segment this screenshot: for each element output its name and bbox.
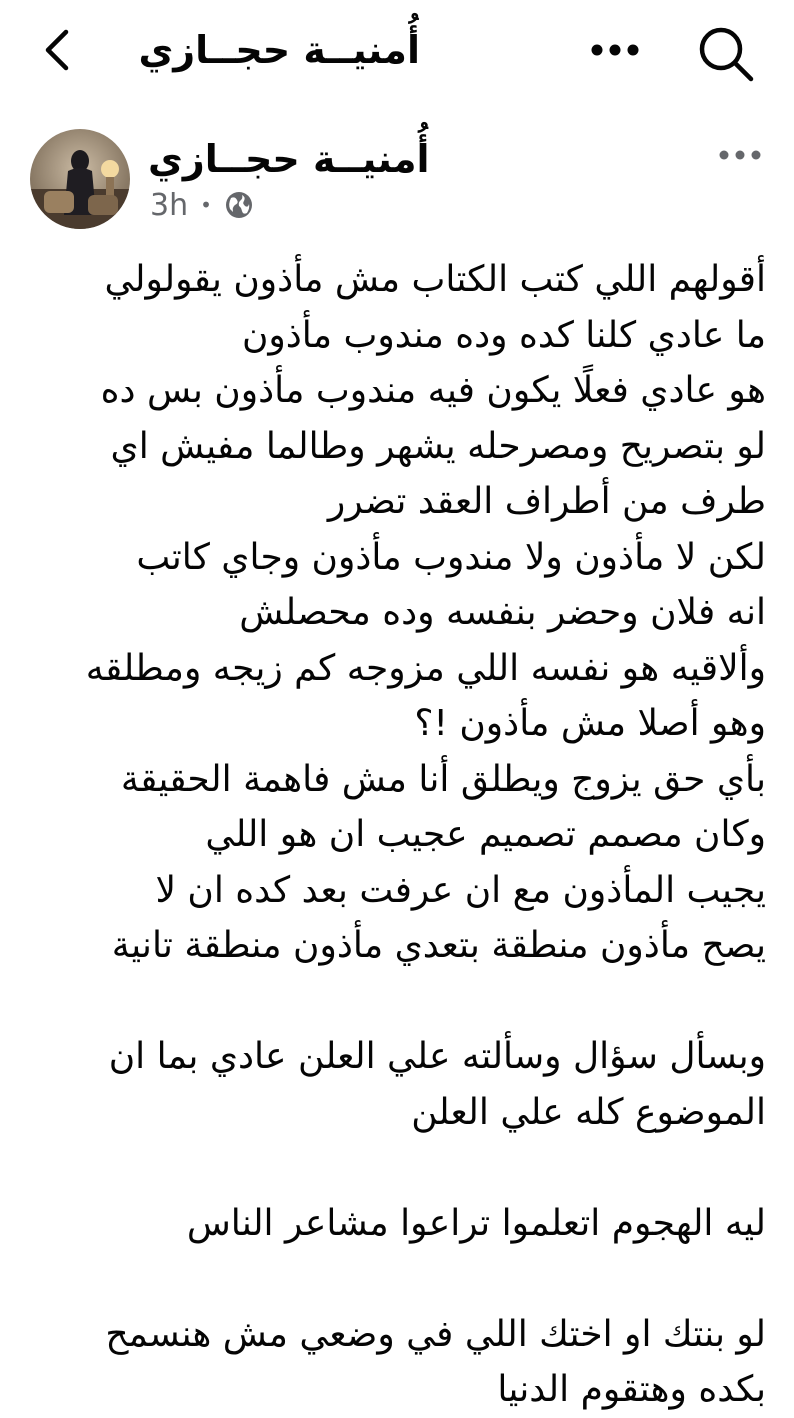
post-text-line: وكان مصمم تصميم عجيب ان هو اللي [205,814,766,855]
post-text [36,252,766,1418]
author-avatar[interactable] [30,129,130,229]
post-text-line [36,974,766,1030]
more-options-button[interactable] [580,28,650,72]
post-text-line: لو بتصريح ومصرحله يشهر وطالما مفيش اي [110,425,766,467]
post-text-line [36,1140,766,1196]
back-button[interactable] [30,22,86,78]
more-horizontal-icon [590,43,640,57]
post-header [0,115,794,245]
post-options-button[interactable] [712,135,768,175]
chevron-left-icon [40,28,76,72]
post-text-line: أقولهم اللي كتب الكتاب مش مأذون يقولولي [104,259,766,300]
post-time[interactable]: 3h [150,187,189,223]
post-text-line: انه فلان وحضر بنفسه وده محصلش [239,592,766,633]
post-text-line: يصح مأذون منطقة بتعدي مأذون منطقة تانية [111,925,766,966]
post-text-line: ما عادي كلنا كده وده مندوب مأذون [241,314,766,356]
post-text-line: بكده وهتقوم الدنيا [497,1369,766,1410]
post-text-line: طرف من أطراف العقد تضرر [327,481,766,522]
post-text-line: بأي حق يزوج ويطلق أنا مش فاهمة الحقيقة [120,758,766,800]
post-text-line: الموضوع كله علي العلن [411,1091,766,1133]
post-text-line: يجيب المأذون مع ان عرفت بعد كده ان لا [155,869,766,911]
search-button[interactable] [692,20,760,88]
page-title: أُمنيــة حجــازي [138,28,420,72]
post-meta [150,187,254,223]
post-text-line: وبسأل سؤال وسألته علي العلن عادي بما ان [108,1036,766,1077]
post-text-line: هو عادي فعلًا يكون فيه مندوب مأذون بس ده [100,370,766,411]
top-navigation-bar [0,0,794,100]
author-name[interactable]: أُمنيــة حجــازي [148,137,430,181]
more-horizontal-icon [718,149,762,161]
post-text-line [36,1251,766,1307]
post-text-line: ليه الهجوم اتعلموا تراعوا مشاعر الناس [186,1202,766,1244]
post-text-line: لكن لا مأذون ولا مندوب مأذون وجاي كاتب [136,536,766,578]
post-text-line: وهو أصلا مش مأذون !؟ [414,703,766,744]
post-text-line: لو بنتك او اختك اللي في وضعي مش هنسمح [105,1313,766,1355]
meta-separator: • [200,193,212,217]
globe-icon [224,190,254,220]
avatar-image [30,129,130,229]
search-icon [696,24,756,84]
post-text-line: وألاقيه هو نفسه اللي مزوجه كم زيجه ومطلقه [85,647,766,689]
